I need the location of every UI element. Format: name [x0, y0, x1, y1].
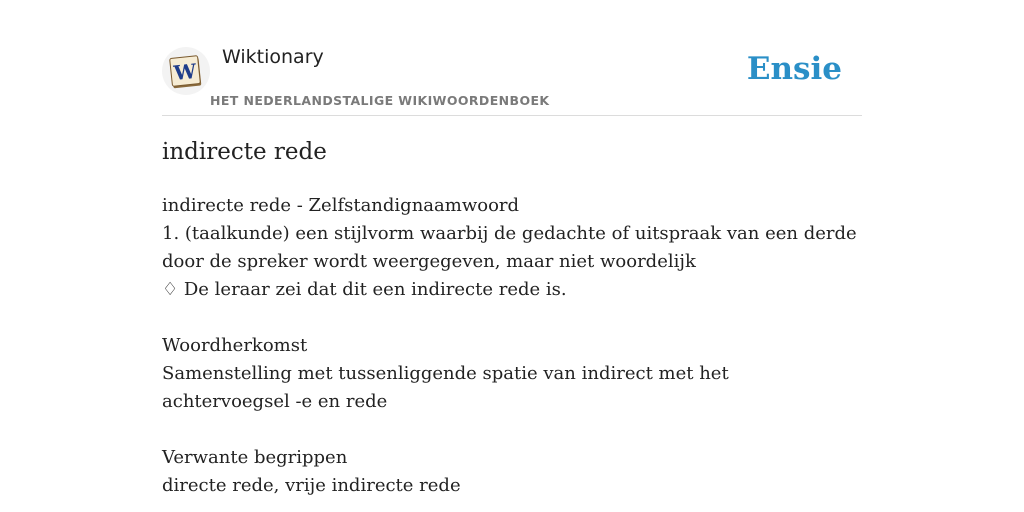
spacer — [162, 416, 862, 444]
logo-letter: W — [172, 58, 198, 86]
site-tagline: HET NEDERLANDSTALIGE WIKIWOORDENBOEK — [210, 93, 550, 108]
site-header — [162, 40, 862, 116]
example-sentence: ♢ De leraar zei dat dit een indirecte rede is. — [162, 279, 567, 300]
definition-text: 1. (taalkunde) een stijlvorm waarbij de gedachte of uitspraak van een derde door de spreker wordt weergegeven, maar niet woordelijk — [162, 223, 857, 272]
logo-tile-graphic — [162, 47, 210, 95]
ensie-brand-link[interactable]: Ensie — [746, 51, 842, 87]
part-of-speech-line: indirecte rede - Zelfstandignaamwoord — [162, 195, 520, 216]
related-terms-text: directe rede, vrije indirecte rede — [162, 475, 461, 496]
etymology-text: Samenstelling met tussenliggende spatie van indirect met het achtervoegsel -e en rede — [162, 363, 729, 412]
wiktionary-logo-icon[interactable] — [162, 47, 210, 95]
related-terms-heading: Verwante begrippen — [162, 447, 348, 468]
spacer — [162, 304, 862, 332]
page-title: indirecte rede — [162, 139, 327, 165]
entry-content — [162, 192, 862, 500]
etymology-heading: Woordherkomst — [162, 335, 308, 356]
site-name[interactable]: Wiktionary — [222, 46, 324, 68]
